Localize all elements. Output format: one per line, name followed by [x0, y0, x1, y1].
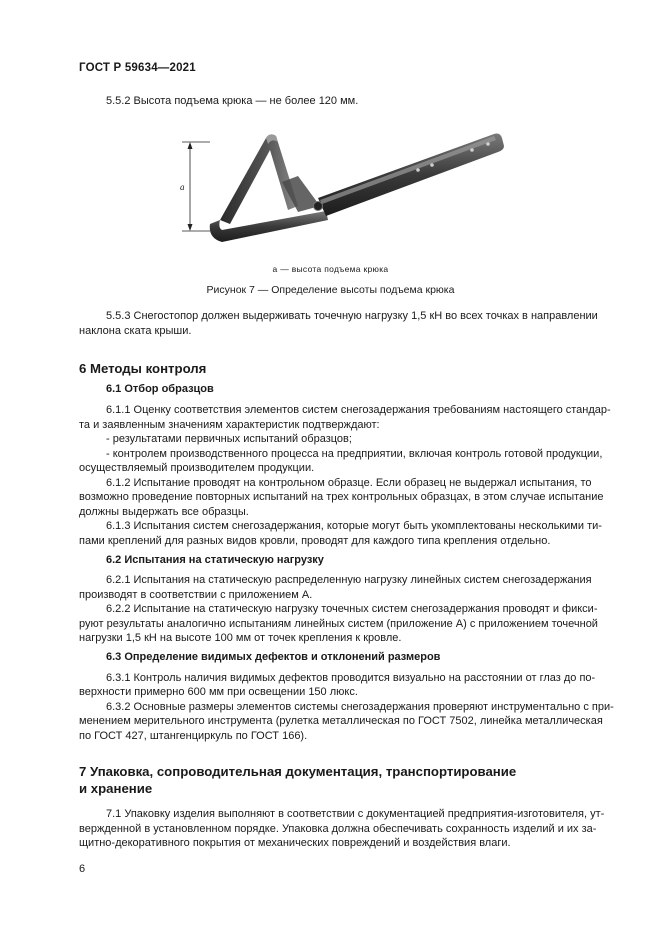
- clause-7-1: 7.1 Упаковку изделия выполняют в соответствии с документацией предприятия-изготовителя, ут-: [106, 808, 605, 820]
- clause-6-2-1: производят в соответствии с приложением А.: [79, 589, 313, 601]
- section-6-2-title: 6.2 Испытания на статическую нагрузку: [106, 554, 324, 566]
- clause-6-3-2: 6.3.2 Основные размеры элементов системы снегозадержания проверяют инструментально с при-: [106, 701, 614, 713]
- clause-6-2-2: нагрузки 1,5 кН на высоте 100 мм от точек крепления к кровле.: [79, 632, 402, 644]
- clause-6-1-2: должны выдержать все образцы.: [79, 506, 249, 518]
- hook-arm: [220, 134, 298, 224]
- list-item: осуществляемый производителем продукции.: [79, 462, 315, 474]
- clause-5-5-3-line: наклона ската крыши.: [79, 325, 192, 337]
- hook-figure: [170, 120, 520, 260]
- figure-caption: Рисунок 7 — Определение высоты подъема крюка: [206, 284, 455, 296]
- clause-6-1-2: возможно проведение повторных испытаний на трех контрольных образцах, в этом случае испытание: [79, 491, 604, 503]
- clause-6-1-1: 6.1.1 Оценку соответствия элементов систем снегозадержания требованиям настоящего стандар-: [106, 404, 611, 416]
- list-item: - результатами первичных испытаний образцов;: [106, 433, 352, 445]
- clause-7-1: щитно-декоративного покрытия от механических повреждений и воздействия влаги.: [79, 837, 511, 849]
- list-item: - контролем производственного процесса на предприятии, включая контроль готовой продукции,: [106, 448, 603, 460]
- clause-6-1-3: 6.1.3 Испытания систем снегозадержания, которые могут быть укомплектованы несколькими ти-: [106, 520, 602, 532]
- clause-6-1-3: пами креплений для разных видов кровли, проводят для каждого типа крепления отдельно.: [79, 535, 551, 547]
- clause-5-5-2: 5.5.2 Высота подъема крюка — не более 120 мм.: [106, 95, 359, 107]
- hole-icon: [486, 142, 490, 146]
- clause-6-1-1: та и заявленным значениям характеристик подтверждают:: [79, 419, 380, 431]
- hole-icon: [470, 148, 474, 152]
- page-number: 6: [79, 863, 86, 875]
- hole-icon: [416, 168, 420, 172]
- hole-icon: [430, 163, 434, 167]
- clause-6-3-1: верхности примерно 600 мм при освещении 150 люкс.: [79, 686, 358, 698]
- section-6-title: 6 Методы контроля: [79, 361, 207, 376]
- clause-6-2-2: 6.2.2 Испытание на статическую нагрузку точечных систем снегозадержания проводят и фикси-: [106, 603, 598, 615]
- section-6-1-title: 6.1 Отбор образцов: [106, 383, 214, 395]
- clause-6-2-1: 6.2.1 Испытания на статическую распределенную нагрузку линейных систем снегозадержания: [106, 574, 592, 586]
- document-header: ГОСТ Р 59634—2021: [79, 62, 196, 74]
- clause-6-1-2: 6.1.2 Испытание проводят на контрольном образце. Если образец не выдержал испытания, то: [106, 477, 592, 489]
- clause-5-5-3-line: 5.5.3 Снегостопор должен выдерживать точечную нагрузку 1,5 кН во всех точках в направлении: [106, 310, 598, 322]
- clause-6-3-1: 6.3.1 Контроль наличия видимых дефектов проводится визуально на расстоянии от глаз до по-: [106, 672, 596, 684]
- clause-6-2-2: руют результаты аналогично испытаниям линейных систем (приложение А) с приложением точечной: [79, 618, 598, 630]
- section-7-title: и хранение: [79, 781, 153, 796]
- bolt-icon: [314, 202, 323, 211]
- section-7-title: 7 Упаковка, сопроводительная документация, транспортирование: [79, 764, 517, 779]
- figure-legend: a — высота подъема крюка: [272, 264, 389, 274]
- dimension-label: a: [180, 182, 185, 192]
- clause-6-3-2: по ГОСТ 427, штангенциркуль по ГОСТ 166).: [79, 730, 308, 742]
- dimension-line: [182, 142, 210, 231]
- clause-7-1: вержденной в установленном порядке. Упаковка должна обеспечивать сохранность изделий и их за-: [79, 823, 597, 835]
- section-6-3-title: 6.3 Определение видимых дефектов и отклонений размеров: [106, 651, 441, 663]
- clause-6-3-2: менением мерительного инструмента (рулетка металлическая по ГОСТ 7502, линейка металлическая: [79, 715, 603, 727]
